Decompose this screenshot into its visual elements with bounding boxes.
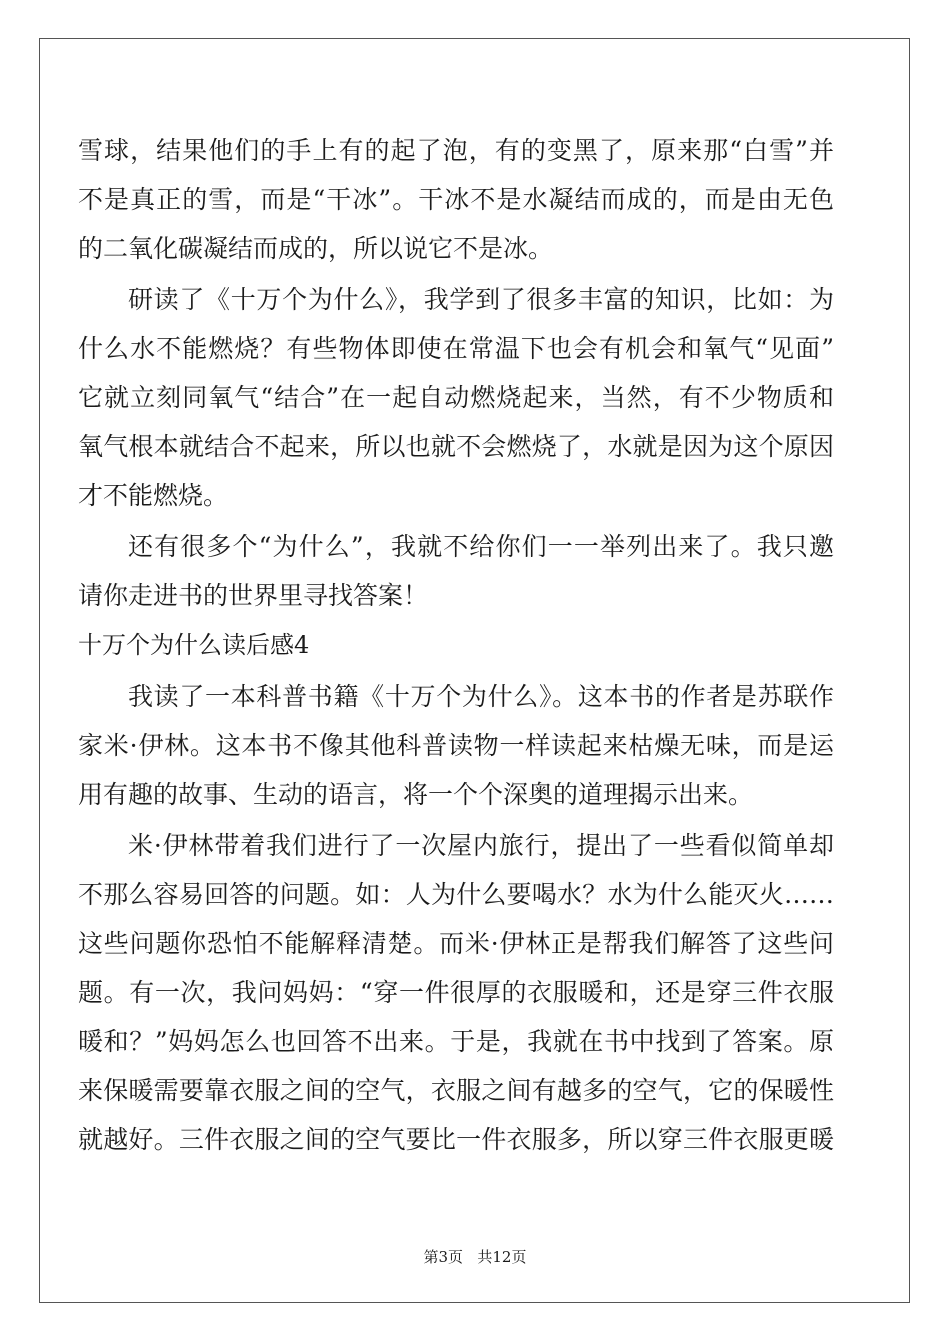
text-line: 雪球，结果他们的手上有的起了泡，有的变黑了，原来那“白雪”并 bbox=[78, 136, 834, 165]
text-line: 还有很多个“为什么”，我就不给你们一一举列出来了。我只邀 bbox=[128, 532, 834, 561]
page-footer bbox=[0, 1246, 950, 1267]
text-line: 我读了一本科普书籍《十万个为什么》。这本书的作者是苏联作 bbox=[128, 682, 834, 711]
text-line: 题。有一次，我问妈妈：“穿一件很厚的衣服暖和，还是穿三件衣服 bbox=[78, 978, 834, 1007]
text-line: 研读了《十万个为什么》，我学到了很多丰富的知识，比如：为 bbox=[128, 285, 834, 314]
section-heading: 十万个为什么读后感4 bbox=[78, 631, 310, 659]
text-line: 的二氧化碳凝结而成的，所以说它不是冰。 bbox=[78, 234, 554, 263]
text-line: 什么水不能燃烧？有些物体即使在常温下也会有机会和氧气“见面” bbox=[78, 334, 834, 363]
text-line: 它就立刻同氧气“结合”在一起自动燃烧起来，当然，有不少物质和 bbox=[78, 383, 834, 412]
page-number: 第3页 bbox=[423, 1248, 464, 1266]
text-line: 家米·伊林。这本书不像其他科普读物一样读起来枯燥无味，而是运 bbox=[78, 731, 834, 760]
text-line: 米·伊林带着我们进行了一次屋内旅行，提出了一些看似简单却 bbox=[128, 831, 834, 860]
text-line: 不是真正的雪，而是“干冰”。干冰不是水凝结而成的，而是由无色 bbox=[78, 185, 834, 214]
text-line: 氧气根本就结合不起来，所以也就不会燃烧了，水就是因为这个原因 bbox=[78, 432, 834, 461]
text-line: 用有趣的故事、生动的语言，将一个个深奥的道理揭示出来。 bbox=[78, 780, 754, 809]
text-line: 才不能燃烧。 bbox=[78, 481, 229, 510]
text-line: 这些问题你恐怕不能解释清楚。而米·伊林正是帮我们解答了这些问 bbox=[78, 929, 834, 958]
text-line: 来保暖需要靠衣服之间的空气，衣服之间有越多的空气，它的保暖性 bbox=[78, 1076, 834, 1105]
text-line: 不那么容易回答的问题。如：人为什么要喝水？水为什么能灭火…… bbox=[78, 880, 834, 909]
text-line: 暖和？”妈妈怎么也回答不出来。于是，我就在书中找到了答案。原 bbox=[78, 1027, 834, 1056]
text-line: 请你走进书的世界里寻找答案！ bbox=[78, 581, 429, 610]
page-total: 共12页 bbox=[477, 1248, 527, 1266]
text-line: 就越好。三件衣服之间的空气要比一件衣服多，所以穿三件衣服更暖 bbox=[78, 1125, 834, 1154]
